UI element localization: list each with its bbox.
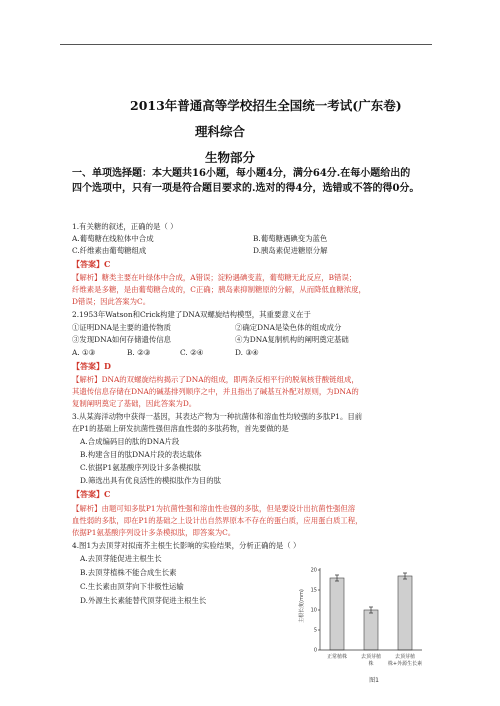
x-tick-label-2: 去顶芽植株 (360, 654, 382, 667)
q4-stem: 4.图1为去顶芽对拟南芥主根生长影响的实验结果，分析正确的是（ ） (72, 541, 301, 550)
q2-statement-3: ③发现DNA如何存储遗传信息 (72, 335, 172, 344)
top-rule (60, 44, 432, 45)
q2-explanation-line3: 复制阐明奠定了基础，因此答案为D。 (72, 399, 197, 408)
q2-choice-c: C. ②④ (180, 348, 204, 357)
q2-choice-a: A. ①③ (72, 348, 96, 357)
q1-option-c: C.纤维素由葡萄糖组成 (72, 246, 147, 255)
q2-explanation-line1: 【解析】DNA的双螺旋结构揭示了DNA的组成，即两条反相平行的脱氧核苷酸链组成， (72, 375, 359, 384)
q2-choice-b: B. ②③ (127, 348, 151, 357)
q1-explanation-line3: D错误；因此答案为C。 (72, 297, 151, 306)
section-instruction-line2: 四个选项中，只有一项是符合题目要求的.选对的得4分，选错或不答的得0分。 (72, 183, 420, 194)
bar-2 (364, 610, 378, 650)
q1-explanation-line2: 纤维素是多糖，是由葡萄糖合成的，C正确；胰岛素抑制糖原的分解，从而降低血糖浓度， (72, 285, 366, 294)
q3-option-b: B.构建含目的肽DNA片段的表达载体 (80, 450, 202, 459)
q2-statement-1: ①证明DNA是主要的遗传物质 (72, 323, 172, 332)
y-axis-label: 主根长度(mm) (299, 589, 305, 623)
q1-answer: 【答案】C (72, 259, 111, 269)
q1-option-d: D.胰岛素促进糖原分解 (253, 246, 328, 255)
q1-option-a: A.葡萄糖在线粒体中合成 (72, 234, 154, 243)
q3-answer: 【答案】C (72, 489, 111, 499)
exam-title: 2013年普通高等学校招生全国统一考试(广东卷) (130, 98, 402, 113)
x-tick-label-1: 正常植株 (326, 654, 348, 660)
figure-caption: 图1 (369, 677, 379, 684)
q3-explanation-line3: 依据P1氨基酸序列设计多条模拟肽，即答案为C。 (72, 528, 236, 537)
q1-explanation-line1: 【解析】糖类主要在叶绿体中合成，A错误；淀粉遇碘变蓝，葡萄糖无此反应，B错误； (72, 273, 357, 282)
q2-stem: 2.1953年Watson和Crick构建了DNA双螺旋结构模型，其重要意义在于 (72, 310, 311, 319)
bar-1 (330, 578, 344, 650)
y-tick-label: 0 (313, 647, 317, 654)
q1-stem: 1.有关糖的叙述，正确的是（ ） (72, 222, 178, 231)
q3-option-a: A.合成编码目的肽的DNA片段 (80, 437, 180, 446)
q2-answer: 【答案】D (72, 361, 111, 371)
q3-explanation-line1: 【解析】由题可知多肽P1为抗菌性强和溶血性也强的多肽，但是要设计出抗菌性强但溶 (72, 504, 356, 513)
y-tick-label: 20 (310, 567, 317, 574)
q1-option-b: B.葡萄糖遇碘变为蓝色 (253, 234, 328, 243)
q3-stem-line2: 在P1的基础上研发抗菌性强但溶血性弱的多肽药物，首先要做的是 (72, 424, 289, 433)
q2-explanation-line2: 其遗传信息存储在DNA的碱基排列顺序之中，并且指出了碱基互补配对原则，为DNA的 (72, 387, 359, 396)
y-tick-label: 5 (313, 627, 317, 634)
section-subject: 生物部分 (205, 150, 256, 165)
x-tick-label-3: 去顶芽植株+外源生长素 (387, 654, 423, 667)
y-tick-label: 15 (310, 587, 317, 594)
q2-statement-4: ④为DNA复制机构的阐明奠定基础 (235, 335, 349, 344)
section-instruction-line1: 一、单项选择题：本大题共16小题，每小题4分，满分64分.在每小题给出的 (72, 168, 411, 179)
q3-option-d: D.筛选出具有优良活性的模拟肽作为目的肽 (80, 476, 222, 485)
subject-title: 理科综合 (195, 124, 246, 139)
q3-option-c: C.依据P1氨基酸序列设计多条模拟肽 (80, 463, 201, 472)
q4-option-c: C.生长素由顶芽向下非极性运输 (80, 582, 184, 591)
q4-option-b: B.去顶芽植株不能合成生长素 (80, 568, 177, 577)
q4-option-a: A.去顶芽能促进主根生长 (80, 554, 162, 563)
q2-choice-d: D. ③④ (235, 348, 259, 357)
q4-option-d: D.外源生长素能替代顶芽促进主根生长 (80, 596, 207, 605)
q3-stem-line1: 3.从某海洋动物中获得一基因，其表达产物为一种抗菌体和溶血性均较强的多肽P1。目前 (72, 412, 363, 421)
q2-statement-2: ②确定DNA是染色体的组成成分 (235, 323, 342, 332)
root-length-bar-chart (296, 558, 426, 688)
bar-3 (398, 576, 412, 650)
y-tick-label: 10 (310, 607, 317, 614)
q3-explanation-line2: 血性弱的多肽，即在P1的基础之上设计出自然界原本不存在的蛋白质，应用蛋白质工程， (72, 516, 363, 525)
